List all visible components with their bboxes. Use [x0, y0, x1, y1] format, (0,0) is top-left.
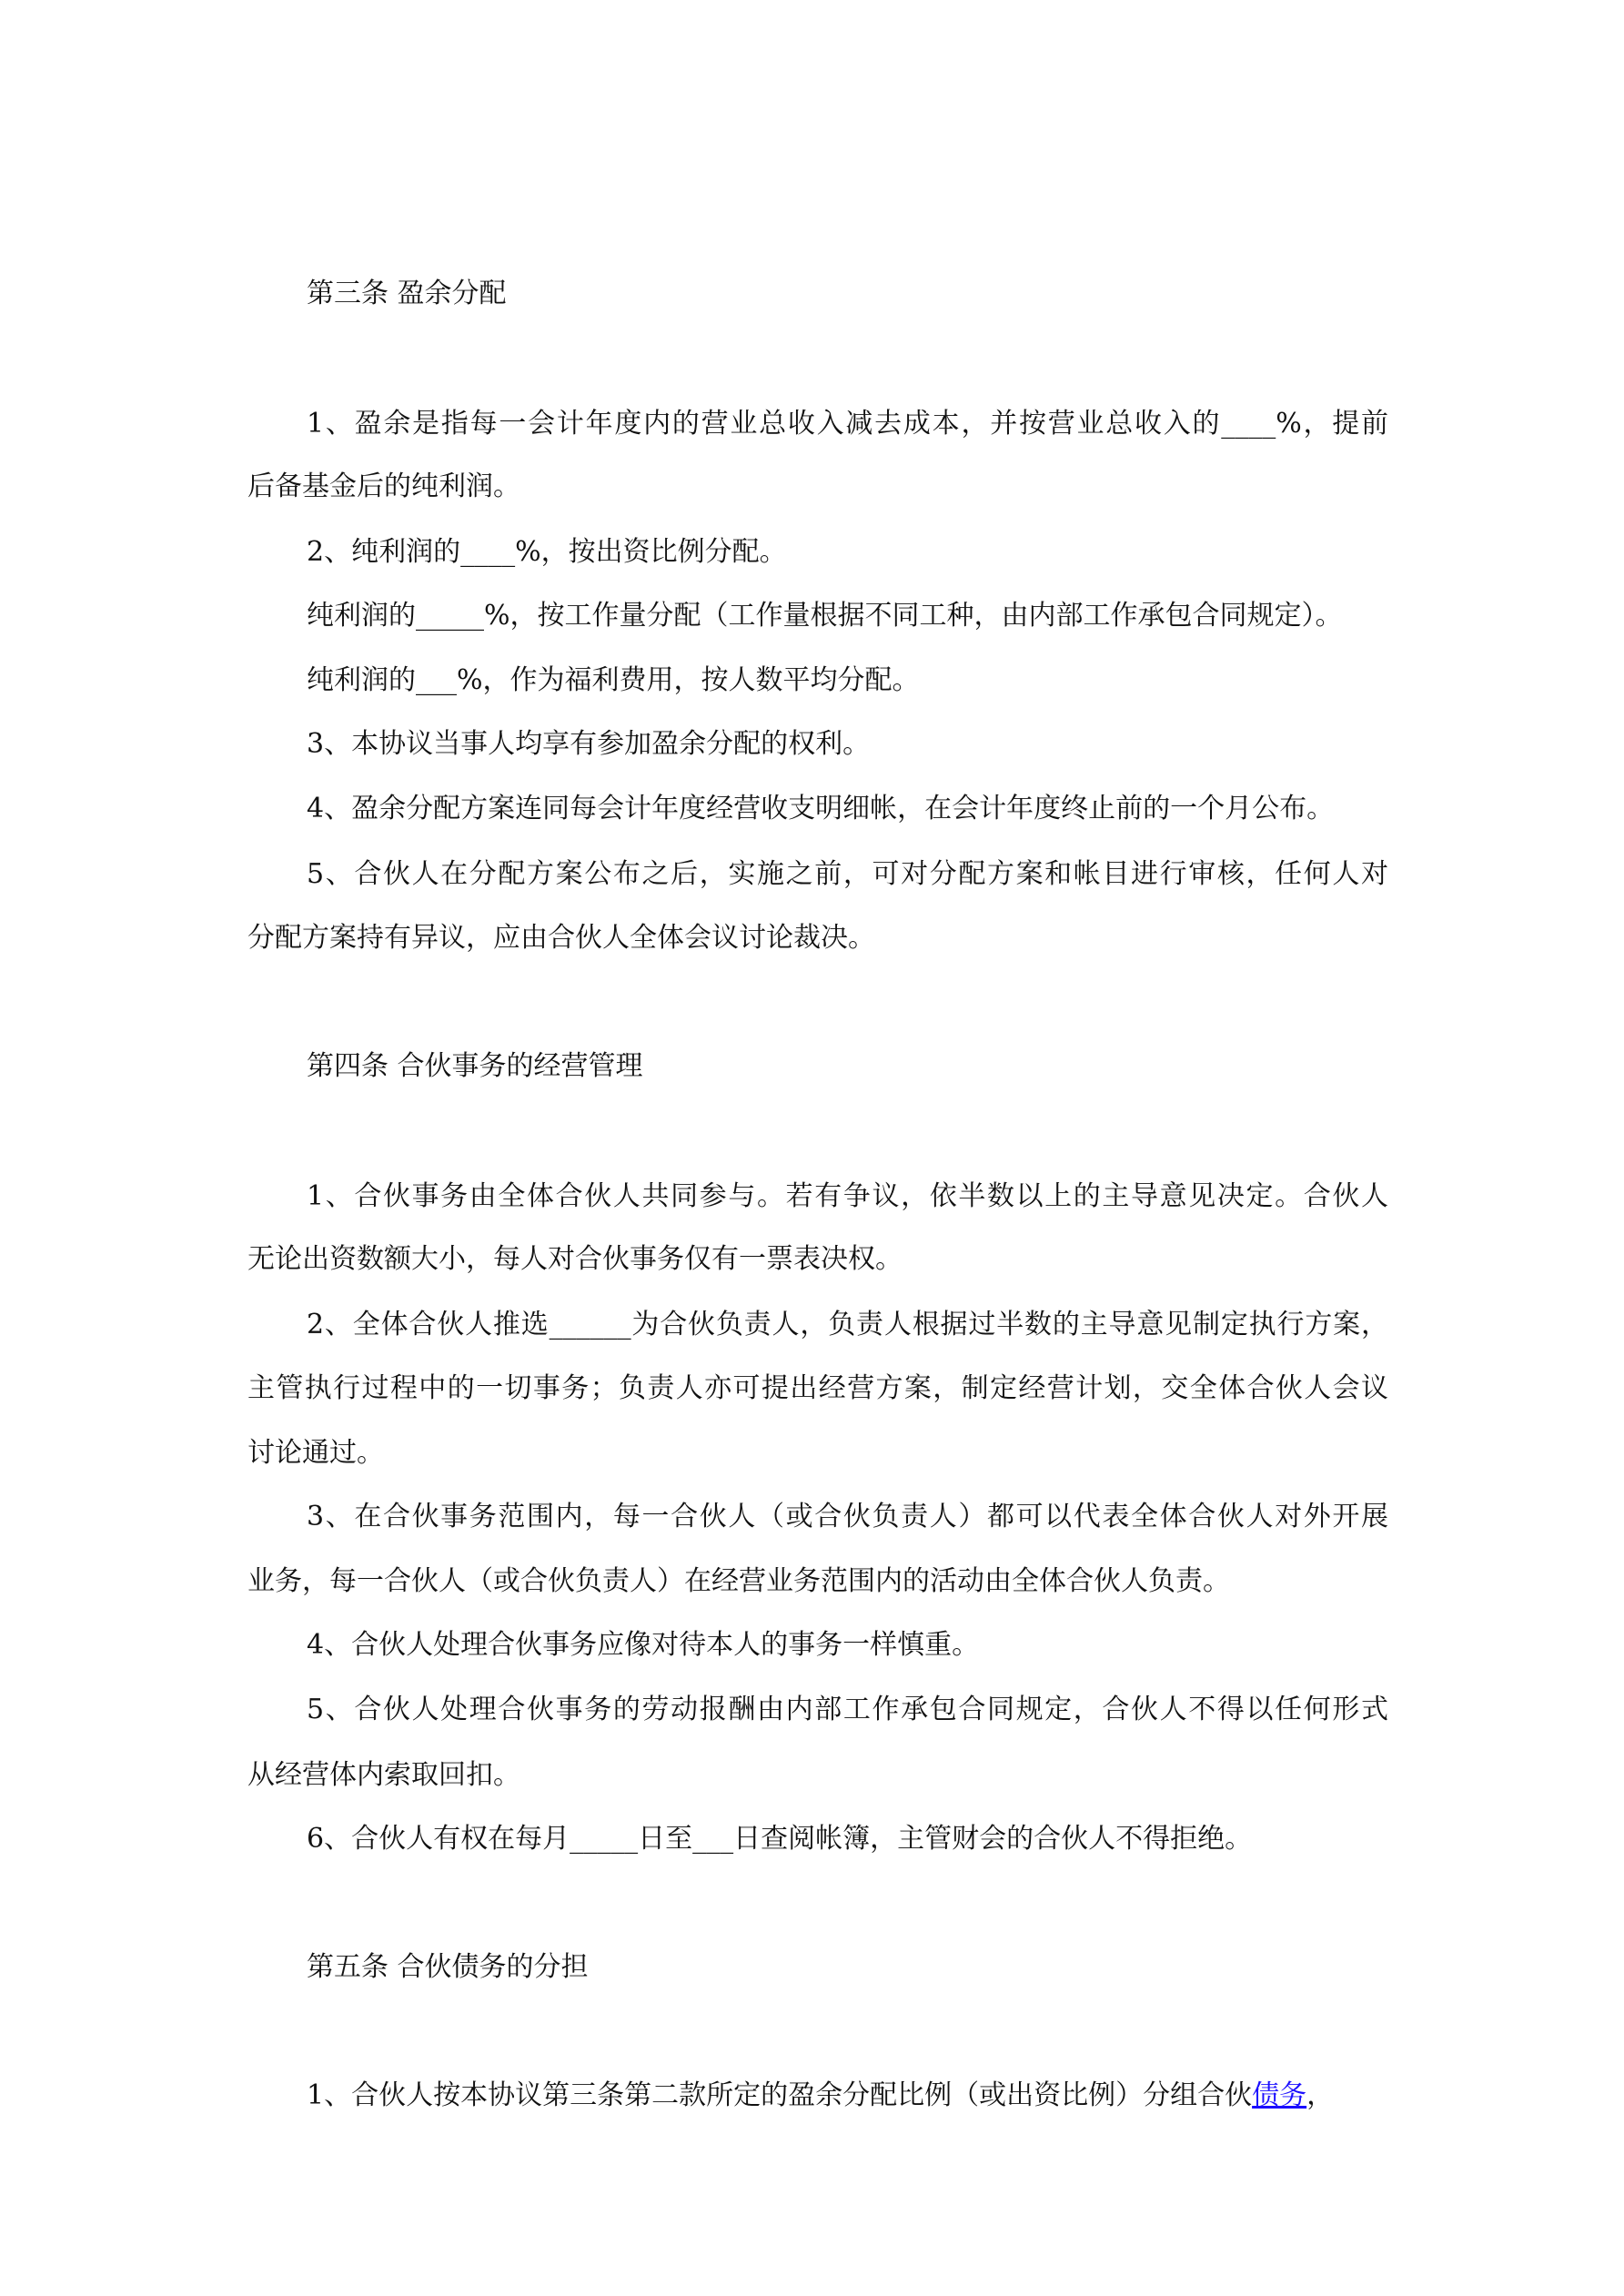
paragraph-line: 讨论通过。: [247, 1437, 384, 1469]
article-4-heading: 第四条 合伙事务的经营管理: [307, 1050, 643, 1082]
paragraph-line: 3、在合伙事务范围内，每一合伙人（或合伙负责人）都可以代表全体合伙人对外开展: [307, 1501, 1388, 1532]
paragraph-punctuation: ，: [1306, 2079, 1335, 2111]
debt-link[interactable]: 债务: [1252, 2079, 1307, 2111]
paragraph-text: 1、合伙人按本协议第三条第二款所定的盈余分配比例（或出资比例）分组合伙: [307, 2079, 1253, 2111]
paragraph-line: 1、合伙事务由全体合伙人共同参与。若有争议，依半数以上的主导意见决定。合伙人: [307, 1180, 1388, 1212]
paragraph-line: 主管执行过程中的一切事务；负责人亦可提出经营方案，制定经营计划，交全体合伙人会议: [247, 1372, 1388, 1404]
paragraph-line: 无论出资数额大小，每人对合伙事务仅有一票表决权。: [247, 1243, 903, 1275]
paragraph-line: 3、本协议当事人均享有参加盈余分配的权利。: [307, 728, 871, 760]
paragraph-line: 后备基金后的纯利润。: [247, 470, 520, 502]
paragraph-line: 5、合伙人在分配方案公布之后，实施之前，可对分配方案和帐目进行审核，任何人对: [307, 858, 1388, 890]
article-3-heading: 第三条 盈余分配: [307, 278, 507, 309]
paragraph-line: 纯利润的_____%，按工作量分配（工作量根据不同工种，由内部工作承包合同规定）。: [307, 600, 1343, 632]
article-5-heading: 第五条 合伙债务的分担: [307, 1951, 589, 1983]
paragraph-line: 5、合伙人处理合伙事务的劳动报酬由内部工作承包合同规定，合伙人不得以任何形式: [307, 1694, 1388, 1725]
paragraph-line: [307, 2064, 1334, 2128]
paragraph-line: 从经营体内索取回扣。: [247, 1759, 520, 1791]
paragraph-line: 4、盈余分配方案连同每会计年度经营收支明细帐，在会计年度终止前的一个月公布。: [307, 793, 1335, 824]
paragraph-line: 4、合伙人处理合伙事务应像对待本人的事务一样慎重。: [307, 1629, 980, 1661]
paragraph-line: 2、全体合伙人推选______为合伙负责人，负责人根据过半数的主导意见制定执行方案，: [307, 1309, 1388, 1340]
paragraph-line: 业务，每一合伙人（或合伙负责人）在经营业务范围内的活动由全体合伙人负责。: [247, 1565, 1230, 1597]
paragraph-line: 1、盈余是指每一会计年度内的营业总收入减去成本，并按营业总收入的____%，提前: [307, 408, 1388, 440]
paragraph-line: 2、纯利润的____%，按出资比例分配。: [307, 536, 787, 568]
paragraph-line: 6、合伙人有权在每月_____日至___日查阅帐簿，主管财会的合伙人不得拒绝。: [307, 1823, 1253, 1855]
paragraph-line: 分配方案持有异议，应由合伙人全体会议讨论裁决。: [247, 922, 875, 954]
paragraph-line: 纯利润的___%，作为福利费用，按人数平均分配。: [307, 664, 920, 696]
